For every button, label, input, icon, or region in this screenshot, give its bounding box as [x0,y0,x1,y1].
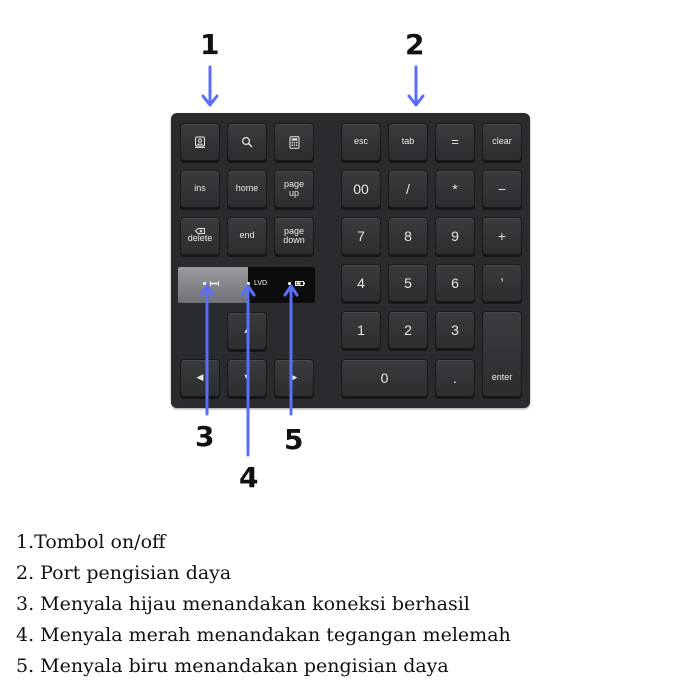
esc-key-label: esc [353,136,368,147]
five-key-label: 5 [404,274,412,291]
arrow-left-icon: ◀ [196,372,204,383]
three-key-label: 3 [451,321,459,338]
legend-list [16,527,696,682]
slash-key-label: / [406,180,410,197]
two-key-label: 2 [404,321,412,338]
double-zero-key-label: 00 [353,180,369,197]
callout-label-5: 5 [284,423,304,456]
dot-key-label: . [453,369,457,386]
six-key-label: 6 [451,274,459,291]
legend-item: 5. Menyala biru menandakan pengisian daya [16,655,449,677]
four-key-label: 4 [357,274,365,291]
page-up-key-label: page up [283,178,305,198]
home-key-label: home [235,183,259,194]
callout-label-1: 1 [200,28,220,61]
callout-label-3: 3 [195,420,215,453]
end-key-label: end [239,230,255,241]
legend-item: 3. Menyala hijau menandakan koneksi berhasil [16,593,470,615]
nine-key-label: 9 [451,227,459,244]
eight-key-label: 8 [404,227,412,244]
comma-key-label: ’ [500,274,504,291]
delete-key-label: delete [187,233,213,244]
tab-key-label: tab [401,136,415,147]
plus-key-label: + [497,227,507,244]
seven-key-label: 7 [357,227,365,244]
asterisk-key-label: * [452,180,458,197]
one-key-label: 1 [357,321,365,338]
arrow-right-icon: ▶ [290,372,298,383]
indicator-lvd-label: LVD [254,280,268,287]
arrow-up-icon: ▲ [242,325,252,336]
arrow-down-icon: ▼ [242,372,252,383]
minus-key-label: − [497,180,507,197]
clear-key-label: clear [492,136,512,147]
equals-key-label: = [451,134,459,150]
legend-item: 2. Port pengisian daya [16,562,232,584]
callout-label-2: 2 [405,28,425,61]
page-down-key-label: page down [283,225,305,245]
ins-key-label: ins [194,183,206,194]
zero-key-label: 0 [380,369,389,386]
legend-item: 1.Tombol on/off [16,531,166,553]
legend-item: 4. Menyala merah menandakan tegangan melemah [16,624,511,646]
callout-label-4: 4 [239,461,259,494]
enter-key-label: enter [491,371,513,382]
